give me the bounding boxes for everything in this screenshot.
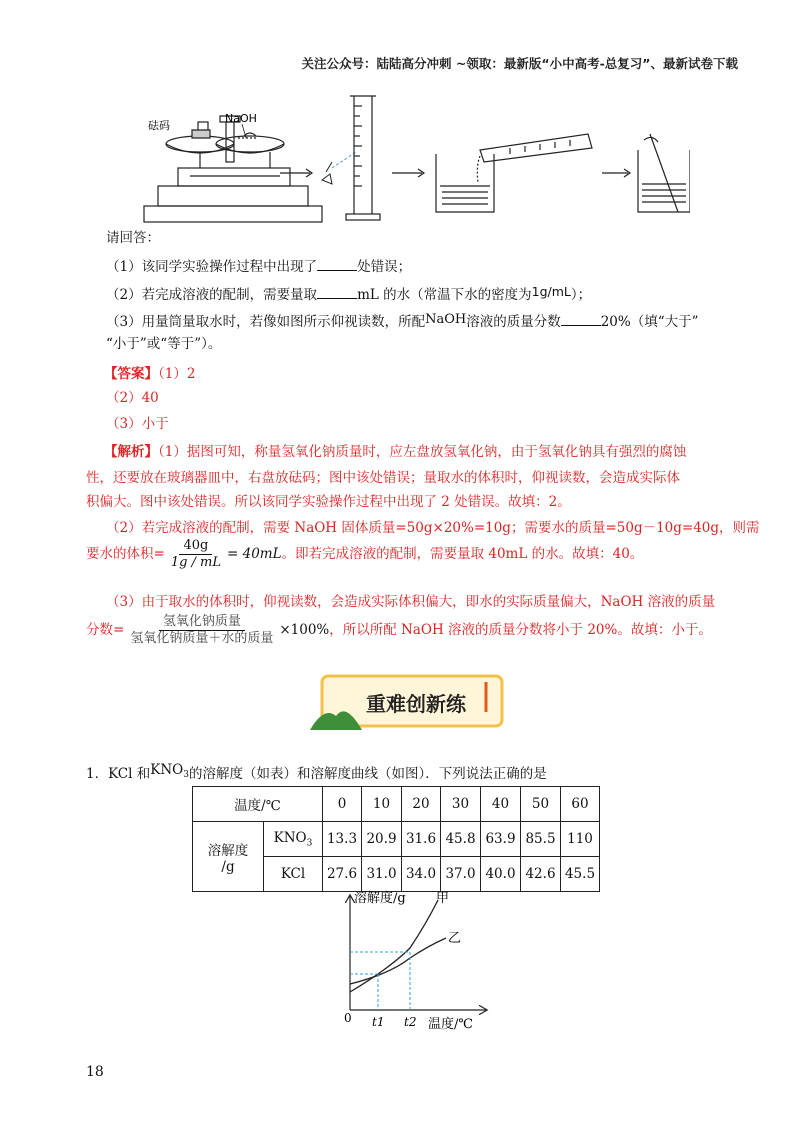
analysis-p3-l2 xyxy=(86,612,712,648)
analysis-p1-l3: 积偏大。图中该处错误。所以该同学实验操作过程中出现了 2 处错误。故填：2。 xyxy=(86,494,571,510)
solubility-chart xyxy=(330,888,500,1038)
temp-cell: 60 xyxy=(561,787,600,822)
experiment-figure xyxy=(130,88,690,223)
question-1 xyxy=(106,256,411,277)
value-cell: 42.6 xyxy=(521,857,561,892)
value-cell: 34.0 xyxy=(402,857,441,892)
beaker-pouring xyxy=(436,134,592,212)
analysis-p3-l1: （3）由于取水的体积时，仰视读数，会造成实际体积偏大，即水的实际质量偏大，NaOH 溶液的质量 xyxy=(106,594,716,610)
fraction-numerator: 40g xyxy=(179,538,212,555)
table-row xyxy=(193,822,600,857)
volume-result: = 40mL xyxy=(227,546,282,562)
value-cell: 31.6 xyxy=(402,822,441,857)
question-2 xyxy=(106,282,591,305)
question-3-cont: “小于”或“等于”）。 xyxy=(106,336,222,352)
temp-cell: 0 xyxy=(323,787,362,822)
arrow-icon xyxy=(392,169,424,177)
value-cell: 20.9 xyxy=(362,822,402,857)
header-label: 温度/℃ xyxy=(193,787,323,822)
section-banner xyxy=(310,672,506,734)
volume-fraction xyxy=(167,538,225,571)
percent-fraction xyxy=(126,614,277,647)
kno3-name: KNO xyxy=(273,829,307,846)
value-cell: 37.0 xyxy=(441,857,481,892)
page-header: 关注公众号：陆陆高分冲刺 ~领取：最新版“小中高考-总复习”、最新试卷下载 xyxy=(301,56,738,71)
temp-cell: 50 xyxy=(521,787,561,822)
percent-sign: ×100% xyxy=(279,622,330,638)
value-cell: 110 xyxy=(561,822,600,857)
analysis-text: 要水的体积= xyxy=(86,546,165,562)
answer-label: 【答案】 xyxy=(104,366,158,382)
banner-title: 重难创新练 xyxy=(366,692,466,716)
q2-text: （2）若完成溶液的配制，需要量取 xyxy=(106,287,318,303)
answer-blank xyxy=(317,256,357,271)
kno3-formula: KNO xyxy=(150,762,184,778)
answer-2: （2）40 xyxy=(106,390,159,406)
q1-text: （1）该同学实验操作过程中出现了 xyxy=(106,259,318,275)
graduated-cylinder xyxy=(346,96,380,220)
kcl-label: KCl xyxy=(264,857,323,892)
temp-cell: 20 xyxy=(402,787,441,822)
question-prompt: 请回答： xyxy=(106,230,160,246)
page-number: 18 xyxy=(86,1064,104,1080)
fraction-denominator: 氢氧化钠质量＋水的质量 xyxy=(130,631,274,646)
answer-1 xyxy=(104,364,195,384)
q3-text-mid: 溶液的质量分数 xyxy=(466,314,561,330)
fraction-numerator: 氢氧化钠质量 xyxy=(159,614,245,631)
series-label-yi: 乙 xyxy=(448,931,462,946)
new-question xyxy=(86,760,547,785)
question-3 xyxy=(106,310,699,332)
value-cell: 85.5 xyxy=(521,822,561,857)
analysis-p1-l2: 性，还要放在玻璃器皿中，右盘放砝码；图中该处错误；量取水的体积时，仰视读数，会造成实际体 xyxy=(86,470,680,486)
analysis-p2-l2 xyxy=(86,538,643,571)
eye-icon xyxy=(322,162,332,184)
x-tick-t1: t1 xyxy=(372,1015,385,1029)
value-cell: 40.0 xyxy=(481,857,521,892)
analysis-p1-l1 xyxy=(104,442,686,462)
value-cell: 45.5 xyxy=(561,857,600,892)
table-row xyxy=(193,787,600,822)
row-label-line: /g xyxy=(221,858,235,875)
q1-text-end: 处错误； xyxy=(357,259,412,275)
answer-1-text: （1）2 xyxy=(158,366,196,382)
solubility-table xyxy=(192,786,600,892)
x-axis-label: 温度/℃ xyxy=(428,1017,473,1032)
arrow-icon xyxy=(280,169,312,177)
weight-label: 砝码 xyxy=(148,119,170,132)
q2-text-end: ）； xyxy=(570,287,592,303)
q3-naoh: NaOH xyxy=(425,312,467,327)
series-yi-line xyxy=(350,938,446,984)
value-cell: 45.8 xyxy=(441,822,481,857)
analysis-text: 。即若完成溶液的配制，需要量取 40mL 的水。故填：40。 xyxy=(281,546,644,562)
fraction-denominator: 1g / mL xyxy=(170,555,222,570)
value-cell: 63.9 xyxy=(481,822,521,857)
value-cell: 27.6 xyxy=(323,857,362,892)
answer-3: （3）小于 xyxy=(106,416,169,432)
analysis-text: 分数= xyxy=(86,622,125,638)
y-axis-label: 溶解度/g xyxy=(354,891,406,906)
question-text: 1．KCl 和 xyxy=(86,766,151,782)
balance-drawing xyxy=(144,116,322,222)
temp-cell: 10 xyxy=(362,787,402,822)
answer-blank xyxy=(317,284,357,299)
temp-cell: 40 xyxy=(481,787,521,822)
series-label-jia: 甲 xyxy=(436,891,450,906)
origin-label: 0 xyxy=(344,1011,352,1025)
q2-text-mid: mL 的水（常温下水的密度为 xyxy=(357,287,532,303)
answer-blank xyxy=(561,311,601,326)
series-jia-line xyxy=(350,900,438,992)
row-label-line: 溶解度 xyxy=(207,842,249,859)
q3-text-end: 20%（填“大于” xyxy=(600,314,699,330)
analysis-label: 【解析】 xyxy=(104,444,158,460)
temp-cell: 30 xyxy=(441,787,481,822)
kno3-sub: 3 xyxy=(306,838,313,849)
q3-text: （3）用量筒量取水时，若像如图所示仰视读数，所配 xyxy=(106,314,426,330)
naoh-label: NaOH xyxy=(225,112,257,125)
row-label xyxy=(193,822,264,892)
analysis-text: （1）据图可知，称量氢氧化钠质量时，应左盘放氢氧化钠，由于氢氧化钠具有强烈的腐蚀 xyxy=(158,444,687,460)
kno3-label xyxy=(264,822,323,857)
analysis-text: ，所以所配 NaOH 溶液的质量分数将小于 20%。故填：小于。 xyxy=(329,622,712,638)
question-text: 的溶解度（如表）和溶解度曲线（如图）．下列说法正确的是 xyxy=(188,766,547,782)
beaker-stirring xyxy=(638,134,690,212)
arrow-icon xyxy=(602,169,630,177)
kno3-subscript: 3 xyxy=(183,770,189,780)
q2-density: 1g/mL xyxy=(531,284,571,299)
value-cell: 13.3 xyxy=(323,822,362,857)
x-tick-t2: t2 xyxy=(404,1015,417,1029)
analysis-p2-l1: （2）若完成溶液的配制，需要 NaOH 固体质量=50g×20%=10g；需要水的质量=50g－10g=40g，则需 xyxy=(106,520,760,536)
value-cell: 31.0 xyxy=(362,857,402,892)
